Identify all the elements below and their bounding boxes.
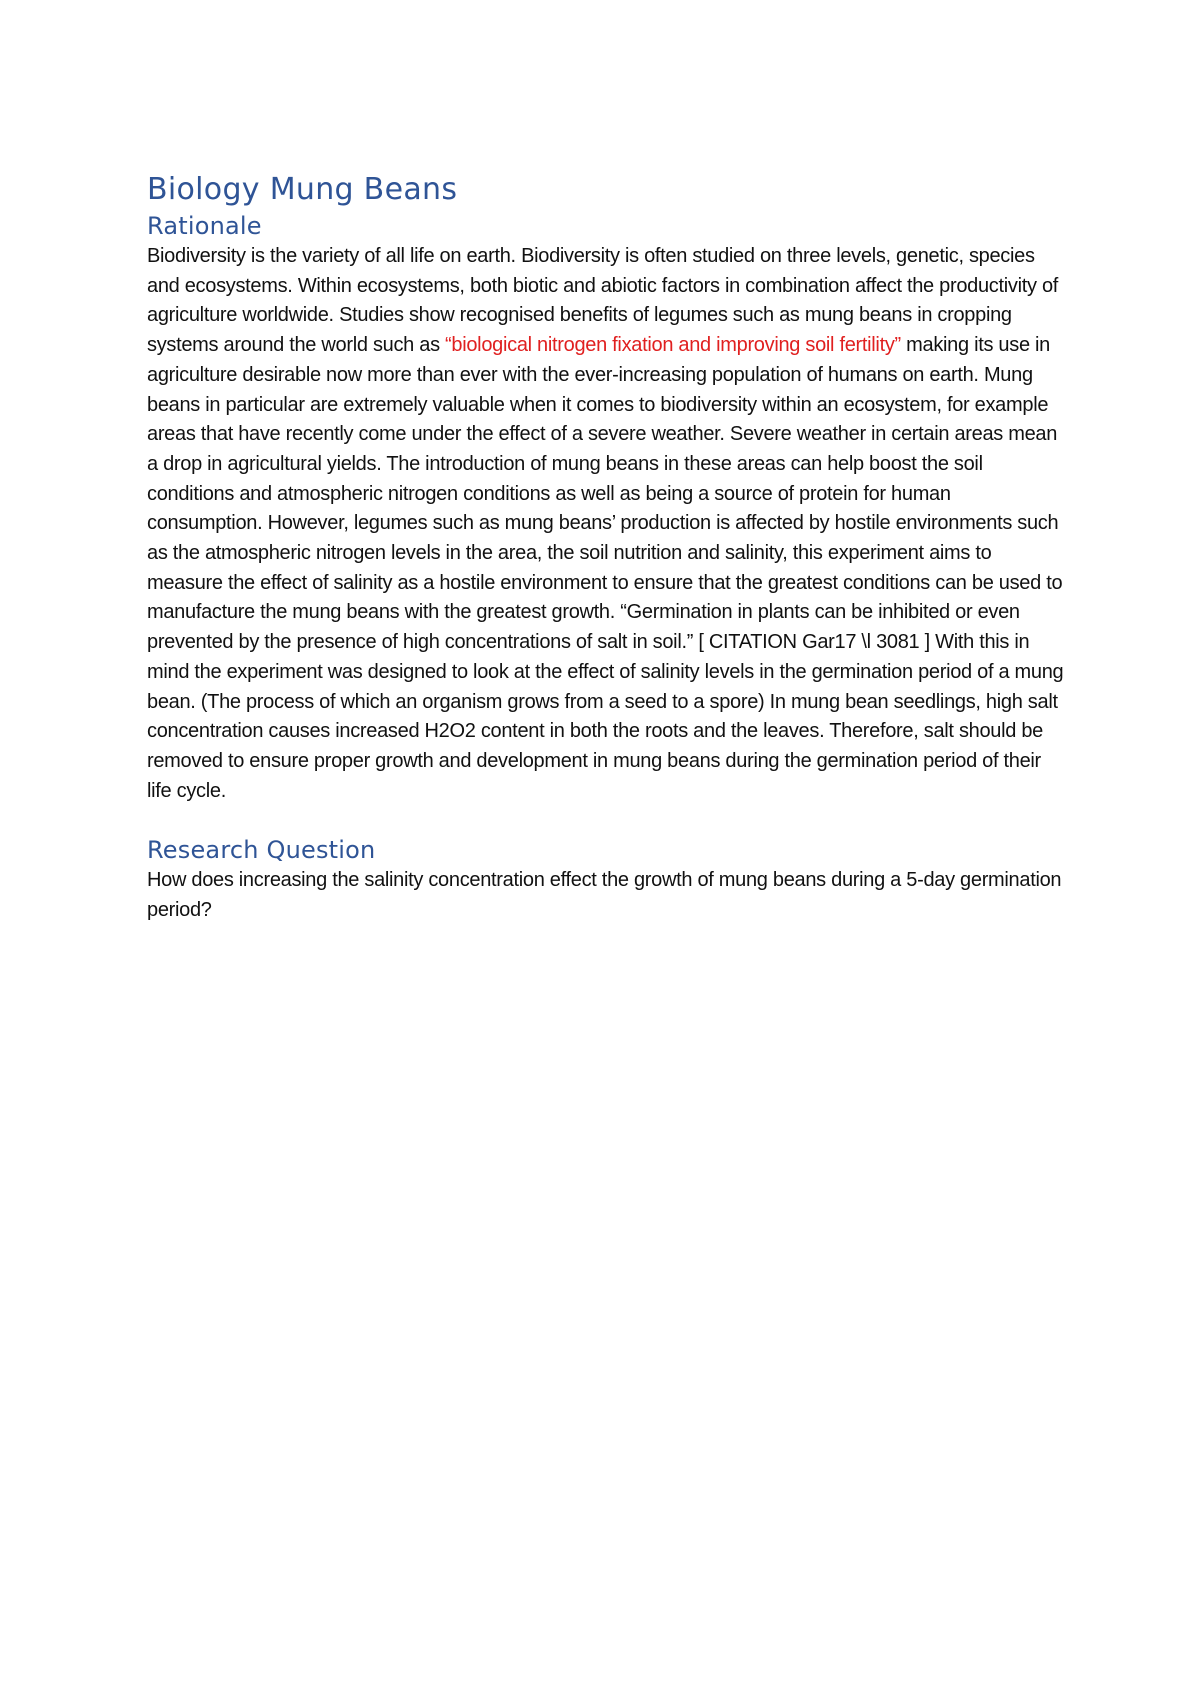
document-content [147, 170, 1067, 926]
rationale-quote: “biological nitrogen fixation and improving soil fertility” [445, 334, 901, 357]
research-question-heading: Research Question [147, 836, 376, 865]
rationale-text-after-quote: making its use in agriculture desirable now more than ever with the ever-increasing population of humans on earth. Mung beans in particular are extremely valuable when it comes to biodiversity within an ecosystem, for example areas that have recently come under the effect of a severe weather. Severe weather in certain areas mean a drop in agricultural yields. The introduction of mung beans in these areas can help boost the soil conditions and atmospheric nitrogen conditions as well as being a source of protein for human consumption. However, legumes such as mung beans’ production is affected by hostile environments such as the atmospheric nitrogen levels in the area, the soil nutrition and salinity, this experiment aims to measure the effect of salinity as a hostile environment to ensure that the greatest conditions can be used to manufacture the mung beans with the greatest growth. “Germination in plants can be inhibited or even prevented by the presence of high concentrations of salt in soil.” [ CITATION Gar17 \l 3081 ] With this in mind the experiment was designed to look at the effect of salinity levels in the germination period of a mung bean. (The process of which an organism grows from a seed to a spore) In mung bean seedlings, high salt concentration causes increased H2O2 content in both the roots and the leaves. Therefore, salt should be removed to ensure proper growth and development in mung beans during the germination period of their life cycle. [147, 334, 1064, 802]
rationale-paragraph [147, 242, 1067, 806]
document-title: Biology Mung Beans [147, 172, 458, 207]
research-question-text: How does increasing the salinity concentration effect the growth of mung beans during a 5-day germination period? [147, 869, 1062, 922]
rationale-text-before-quote: Biodiversity is the variety of all life on earth. Biodiversity is often studied on three levels, genetic, species and ecosystems. Within ecosystems, both biotic and abiotic factors in combination affect the productivity of agriculture worldwide. Studies show recognised benefits of legumes such as mung beans in cropping systems around the world such as [147, 245, 1059, 357]
rationale-heading: Rationale [147, 212, 262, 240]
